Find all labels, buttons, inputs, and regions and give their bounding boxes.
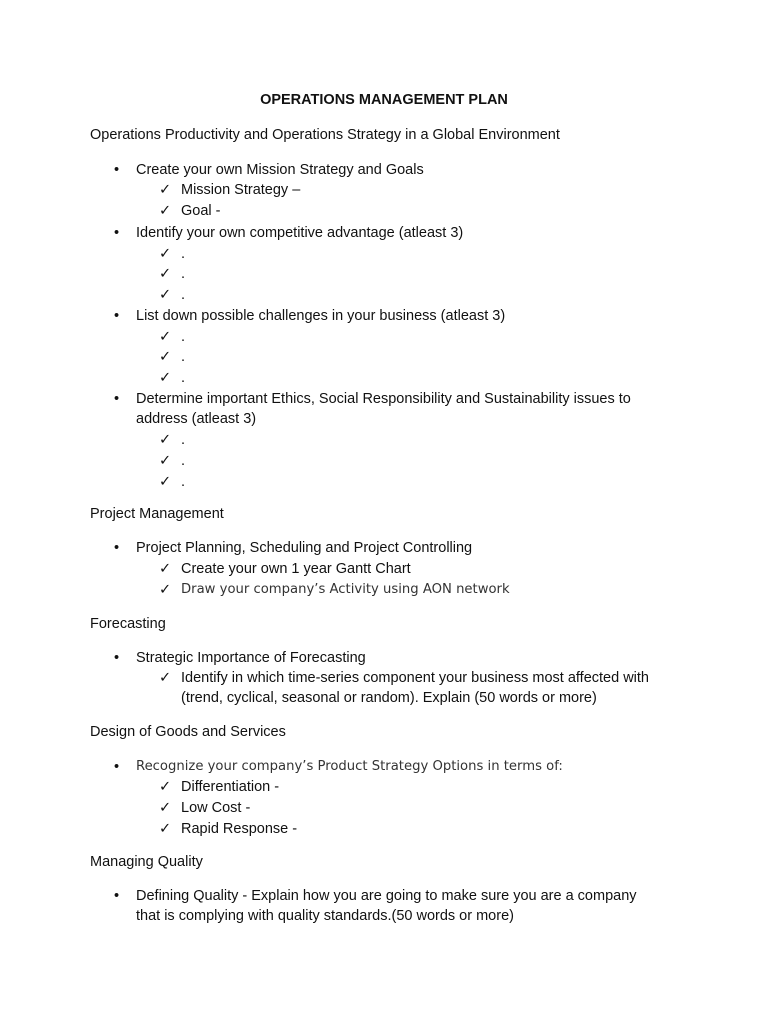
bullet-icon: •: [114, 391, 120, 407]
check-text: Create your own 1 year Gantt Chart: [181, 561, 411, 577]
checkmark-icon: ✓: [159, 329, 172, 345]
bullet-icon: •: [114, 540, 120, 556]
check-text: Mission Strategy –: [181, 182, 301, 198]
bullet-text-line: that is complying with quality standards.(50 words or more): [136, 908, 514, 924]
check-text: .: [181, 432, 186, 448]
bullet-text: Identify your own competitive advantage (atleast 3): [136, 225, 464, 241]
section-heading-operations: Operations Productivity and Operations Strategy in a Global Environment: [90, 127, 560, 143]
document-title: OPERATIONS MANAGEMENT PLAN: [260, 92, 508, 108]
section-heading-forecasting: Forecasting: [90, 616, 166, 632]
checkmark-icon: ✓: [159, 561, 172, 577]
check-text-line: Identify in which time-series component your business most affected with: [181, 670, 649, 686]
checkmark-icon: ✓: [159, 670, 172, 686]
checkmark-icon: ✓: [159, 800, 172, 816]
check-text: Draw your company’s Activity using AON network: [181, 582, 510, 597]
check-text: [181, 668, 661, 708]
check-text: Goal -: [181, 203, 221, 219]
check-text: .: [181, 329, 186, 345]
bullet-text: List down possible challenges in your business (atleast 3): [136, 308, 506, 324]
checkmark-icon: ✓: [159, 453, 172, 469]
checkmark-icon: ✓: [159, 474, 172, 490]
checkmark-icon: ✓: [159, 582, 172, 598]
checkmark-icon: ✓: [159, 821, 172, 837]
check-text: Differentiation -: [181, 779, 280, 795]
bullet-text-line: Defining Quality - Explain how you are going to make sure you are a company: [136, 888, 637, 904]
bullet-icon: •: [114, 308, 120, 324]
bullet-icon: •: [114, 888, 120, 904]
checkmark-icon: ✓: [159, 432, 172, 448]
checkmark-icon: ✓: [159, 266, 172, 282]
checkmark-icon: ✓: [159, 203, 172, 219]
checkmark-icon: ✓: [159, 349, 172, 365]
check-text: .: [181, 474, 186, 490]
bullet-icon: •: [114, 650, 120, 666]
bullet-text: Recognize your company’s Product Strategy Options in terms of:: [136, 759, 563, 774]
bullet-text: [136, 389, 666, 429]
bullet-text: Create your own Mission Strategy and Goals: [136, 162, 424, 178]
bullet-text-line: address (atleast 3): [136, 411, 257, 427]
bullet-text-line: Determine important Ethics, Social Responsibility and Sustainability issues to: [136, 391, 631, 407]
section-heading-managing-quality: Managing Quality: [90, 854, 203, 870]
bullet-text: Project Planning, Scheduling and Project Controlling: [136, 540, 473, 556]
checkmark-icon: ✓: [159, 779, 172, 795]
check-text: .: [181, 453, 186, 469]
check-text: .: [181, 246, 186, 262]
section-heading-design: Design of Goods and Services: [90, 724, 286, 740]
check-text: .: [181, 287, 186, 303]
checkmark-icon: ✓: [159, 370, 172, 386]
section-heading-project-management: Project Management: [90, 506, 224, 522]
checkmark-icon: ✓: [159, 182, 172, 198]
check-text: Low Cost -: [181, 800, 251, 816]
bullet-icon: •: [114, 162, 120, 178]
bullet-icon: •: [114, 225, 120, 241]
bullet-text: Strategic Importance of Forecasting: [136, 650, 366, 666]
bullet-text: [136, 886, 666, 926]
checkmark-icon: ✓: [159, 246, 172, 262]
check-text: Rapid Response -: [181, 821, 298, 837]
check-text: .: [181, 370, 186, 386]
bullet-icon: •: [114, 759, 120, 775]
check-text-line: (trend, cyclical, seasonal or random). Explain (50 words or more): [181, 690, 597, 706]
checkmark-icon: ✓: [159, 287, 172, 303]
check-text: .: [181, 266, 186, 282]
check-text: .: [181, 349, 186, 365]
